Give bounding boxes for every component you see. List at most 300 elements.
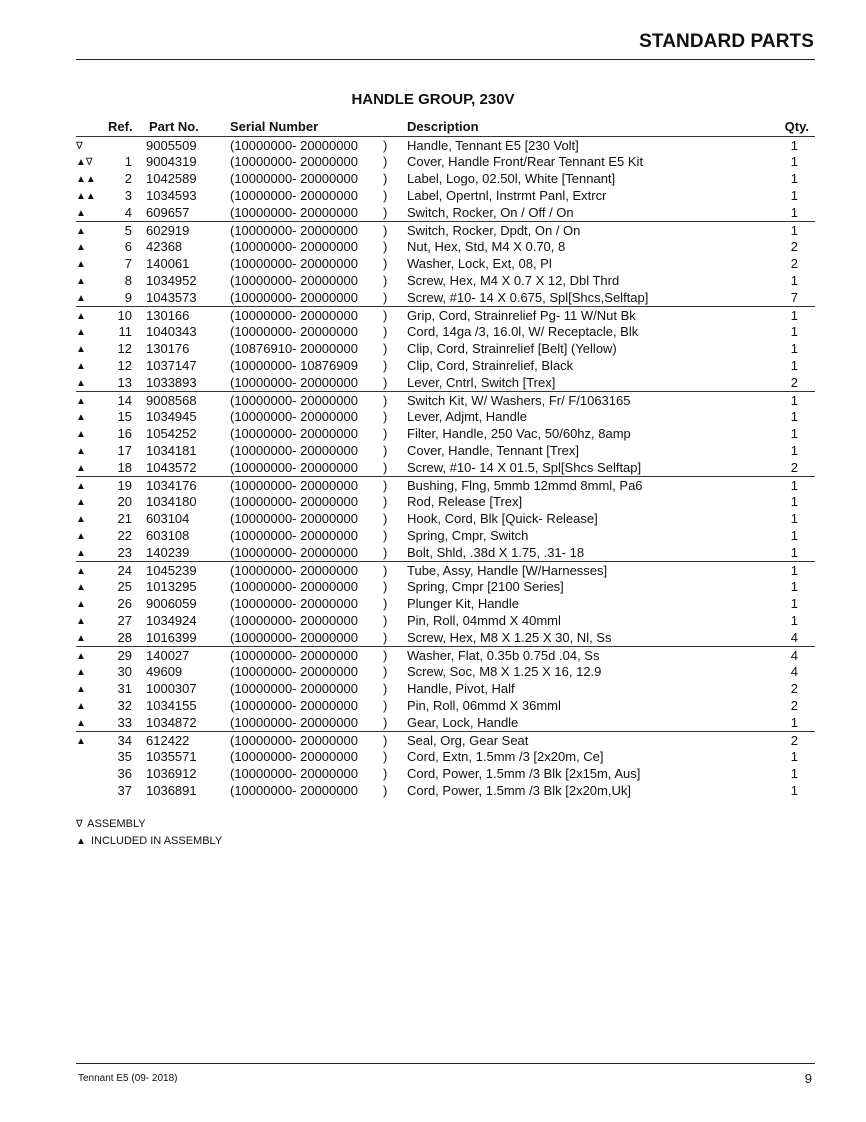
ref-cell: 13 (117, 374, 132, 390)
assembly-symbol-icon: ∇ (76, 819, 83, 830)
column-header-description: Description (407, 119, 479, 134)
ref-cell: 8 (124, 272, 132, 288)
table-row (76, 153, 815, 170)
ref-cell: 21 (117, 510, 132, 526)
description-cell: Switch Kit, W/ Washers, Fr/ F/1063165 (407, 392, 631, 408)
row-symbol-icon: ▲ (76, 396, 86, 407)
serial-close-paren: ) (383, 544, 388, 560)
description-cell: Label, Logo, 02.50l, White [Tennant] (407, 170, 616, 186)
qty-cell: 1 (790, 578, 798, 594)
table-row (76, 612, 815, 629)
description-cell: Clip, Cord, Strainrelief [Belt] (Yellow) (407, 340, 617, 356)
table-row (76, 782, 815, 799)
ref-cell: 15 (117, 408, 132, 424)
row-symbol-icon: ▲ (76, 429, 86, 440)
qty-cell: 1 (790, 782, 798, 798)
serial-number-cell: (10000000- 20000000 (230, 153, 358, 169)
description-cell: Pin, Roll, 04mmd X 40mml (407, 612, 561, 628)
table-row (76, 306, 815, 323)
table-row (76, 425, 815, 442)
serial-close-paren: ) (383, 204, 388, 220)
description-cell: Cord, Extn, 1.5mm /3 [2x20m, Ce] (407, 748, 604, 764)
serial-close-paren: ) (383, 459, 388, 475)
serial-close-paren: ) (383, 137, 388, 153)
qty-cell: 1 (790, 153, 798, 169)
row-symbol-icon: ▲ (76, 276, 86, 287)
table-row (76, 136, 815, 153)
table-row (76, 646, 815, 663)
qty-cell: 1 (790, 442, 798, 458)
row-symbol-icon: ▲ (76, 327, 86, 338)
serial-number-cell: (10000000- 20000000 (230, 612, 358, 628)
row-symbol-icon: ▲ (76, 531, 86, 542)
row-symbol-icon: ▲ (76, 582, 86, 593)
ref-cell: 3 (124, 187, 132, 203)
description-cell: Screw, #10- 14 X 0.675, Spl[Shcs,Selftap] (407, 289, 649, 305)
serial-number-cell: (10000000- 20000000 (230, 477, 358, 493)
serial-number-cell: (10000000- 20000000 (230, 595, 358, 611)
qty-cell: 1 (790, 477, 798, 493)
part-number-cell: 1035571 (146, 748, 197, 764)
description-cell: Label, Opertnl, Instrmt Panl, Extrcr (407, 187, 607, 203)
serial-close-paren: ) (383, 170, 388, 186)
row-symbol-icon: ▲ (76, 378, 86, 389)
row-symbol-icon: ▲ (76, 293, 86, 304)
qty-cell: 2 (790, 238, 798, 254)
qty-cell: 2 (790, 459, 798, 475)
serial-close-paren: ) (383, 782, 388, 798)
description-cell: Switch, Rocker, Dpdt, On / On (407, 222, 581, 238)
part-number-cell: 1034924 (146, 612, 197, 628)
ref-cell: 16 (117, 425, 132, 441)
row-symbol-icon: ▲ (76, 651, 86, 662)
part-number-cell: 612422 (146, 732, 190, 748)
qty-cell: 2 (790, 732, 798, 748)
part-number-cell: 1033893 (146, 374, 197, 390)
legend-assembly (76, 818, 146, 830)
serial-number-cell: (10000000- 20000000 (230, 697, 358, 713)
column-header-serial-number: Serial Number (230, 119, 319, 134)
ref-cell: 12 (117, 357, 132, 373)
ref-cell: 12 (117, 340, 132, 356)
ref-cell: 19 (117, 477, 132, 493)
qty-cell: 1 (790, 222, 798, 238)
qty-cell: 1 (790, 612, 798, 628)
table-row (76, 459, 815, 476)
part-number-cell: 1043573 (146, 289, 197, 305)
ref-cell: 36 (117, 765, 132, 781)
serial-close-paren: ) (383, 493, 388, 509)
row-symbol-icon: ▲ (76, 446, 86, 457)
serial-close-paren: ) (383, 222, 388, 238)
table-row (76, 663, 815, 680)
description-cell: Lever, Cntrl, Switch [Trex] (407, 374, 556, 390)
qty-cell: 4 (790, 629, 798, 645)
table-row (76, 255, 815, 272)
description-cell: Screw, Hex, M8 X 1.25 X 30, Nl, Ss (407, 629, 612, 645)
ref-cell: 37 (117, 782, 132, 798)
table-row (76, 680, 815, 697)
part-number-cell: 130166 (146, 307, 190, 323)
qty-cell: 1 (790, 137, 798, 153)
row-symbol-icon: ▲ (76, 497, 86, 508)
serial-close-paren: ) (383, 595, 388, 611)
serial-number-cell: (10000000- 20000000 (230, 510, 358, 526)
serial-number-cell: (10000000- 20000000 (230, 272, 358, 288)
table-header (76, 119, 815, 137)
row-symbol-icon: ▲ (76, 361, 86, 372)
table-row (76, 221, 815, 238)
qty-cell: 4 (790, 647, 798, 663)
serial-close-paren: ) (383, 612, 388, 628)
ref-cell: 28 (117, 629, 132, 645)
description-cell: Seal, Org, Gear Seat (407, 732, 529, 748)
row-symbol-icon: ▲∇ (76, 157, 93, 168)
qty-cell: 1 (790, 765, 798, 781)
description-cell: Nut, Hex, Std, M4 X 0.70, 8 (407, 238, 566, 254)
part-number-cell: 1054252 (146, 425, 197, 441)
qty-cell: 1 (790, 357, 798, 373)
part-number-cell: 9005509 (146, 137, 197, 153)
qty-cell: 1 (790, 307, 798, 323)
table-row (76, 204, 815, 221)
description-cell: Cover, Handle Front/Rear Tennant E5 Kit (407, 153, 644, 169)
serial-number-cell: (10000000- 20000000 (230, 782, 358, 798)
serial-close-paren: ) (383, 629, 388, 645)
serial-close-paren: ) (383, 307, 388, 323)
row-symbol-icon: ▲ (76, 548, 86, 559)
description-cell: Cord, Power, 1.5mm /3 Blk [2x15m, Aus] (407, 765, 641, 781)
table-row (76, 476, 815, 493)
serial-number-cell: (10000000- 20000000 (230, 307, 358, 323)
qty-cell: 1 (790, 408, 798, 424)
serial-close-paren: ) (383, 748, 388, 764)
description-cell: Handle, Pivot, Half (407, 680, 515, 696)
part-number-cell: 1034872 (146, 714, 197, 730)
serial-close-paren: ) (383, 238, 388, 254)
serial-number-cell: (10000000- 20000000 (230, 647, 358, 663)
part-number-cell: 49609 (146, 663, 183, 679)
table-row (76, 595, 815, 612)
row-symbol-icon: ▲ (76, 701, 86, 712)
qty-cell: 1 (790, 714, 798, 730)
serial-number-cell: (10000000- 20000000 (230, 408, 358, 424)
description-cell: Hook, Cord, Blk [Quick- Release] (407, 510, 598, 526)
part-number-cell: 9004319 (146, 153, 197, 169)
description-cell: Cord, 14ga /3, 16.0l, W/ Receptacle, Blk (407, 323, 639, 339)
qty-cell: 1 (790, 272, 798, 288)
table-row (76, 748, 815, 765)
serial-number-cell: (10876910- 20000000 (230, 340, 358, 356)
ref-cell: 11 (118, 323, 132, 339)
legend-assembly-label: ASSEMBLY (87, 818, 146, 830)
description-cell: Cover, Handle, Tennant [Trex] (407, 442, 579, 458)
serial-close-paren: ) (383, 562, 388, 578)
description-cell: Screw, #10- 14 X 01.5, Spl[Shcs Selftap] (407, 459, 642, 475)
table-row (76, 731, 815, 748)
serial-number-cell: (10000000- 20000000 (230, 578, 358, 594)
serial-close-paren: ) (383, 527, 388, 543)
row-symbol-icon: ▲ (76, 259, 86, 270)
row-symbol-icon: ▲ (76, 242, 86, 253)
serial-number-cell: (10000000- 20000000 (230, 680, 358, 696)
serial-number-cell: (10000000- 20000000 (230, 765, 358, 781)
ref-cell: 29 (117, 647, 132, 663)
serial-number-cell: (10000000- 20000000 (230, 493, 358, 509)
qty-cell: 7 (790, 289, 798, 305)
description-cell: Spring, Cmpr, Switch (407, 527, 529, 543)
qty-cell: 1 (790, 323, 798, 339)
description-cell: Washer, Lock, Ext, 08, Pl (407, 255, 552, 271)
part-number-cell: 1040343 (146, 323, 197, 339)
serial-close-paren: ) (383, 647, 388, 663)
qty-cell: 2 (790, 374, 798, 390)
row-symbol-icon: ▲ (76, 633, 86, 644)
ref-cell: 18 (117, 459, 132, 475)
description-cell: Tube, Assy, Handle [W/Harnesses] (407, 562, 608, 578)
part-number-cell: 140027 (146, 647, 190, 663)
row-symbol-icon: ▲ (76, 208, 86, 219)
table-row (76, 170, 815, 187)
row-symbol-icon: ▲ (76, 311, 86, 322)
part-number-cell: 1016399 (146, 629, 197, 645)
ref-cell: 17 (117, 442, 132, 458)
serial-number-cell: (10000000- 10876909 (230, 357, 358, 373)
table-row (76, 391, 815, 408)
serial-number-cell: (10000000- 20000000 (230, 255, 358, 271)
description-cell: Handle, Tennant E5 [230 Volt] (407, 137, 579, 153)
table-row (76, 442, 815, 459)
ref-cell: 31 (117, 680, 132, 696)
part-number-cell: 603108 (146, 527, 190, 543)
table-row (76, 561, 815, 578)
row-symbol-icon: ▲▲ (76, 191, 96, 202)
serial-number-cell: (10000000- 20000000 (230, 562, 358, 578)
ref-cell: 1 (124, 153, 132, 169)
qty-cell: 1 (790, 187, 798, 203)
description-cell: Switch, Rocker, On / Off / On (407, 204, 574, 220)
part-number-cell: 1034952 (146, 272, 197, 288)
row-symbol-icon: ▲ (76, 736, 86, 747)
description-cell: Grip, Cord, Strainrelief Pg- 11 W/Nut Bk (407, 307, 636, 323)
serial-number-cell: (10000000- 20000000 (230, 238, 358, 254)
part-number-cell: 140239 (146, 544, 190, 560)
table-row (76, 697, 815, 714)
legend-included-label: INCLUDED IN ASSEMBLY (90, 835, 223, 847)
serial-number-cell: (10000000- 20000000 (230, 732, 358, 748)
part-number-cell: 1043572 (146, 459, 197, 475)
table-row (76, 374, 815, 391)
description-cell: Bushing, Flng, 5mmb 12mmd 8mml, Pa6 (407, 477, 643, 493)
row-symbol-icon: ▲ (76, 481, 86, 492)
page-header-title: STANDARD PARTS (639, 31, 814, 52)
description-cell: Washer, Flat, 0.35b 0.75d .04, Ss (407, 647, 600, 663)
qty-cell: 1 (790, 340, 798, 356)
serial-close-paren: ) (383, 425, 388, 441)
part-number-cell: 1034593 (146, 187, 197, 203)
serial-number-cell: (10000000- 20000000 (230, 527, 358, 543)
serial-close-paren: ) (383, 392, 388, 408)
row-symbol-icon: ▲ (76, 684, 86, 695)
serial-number-cell: (10000000- 20000000 (230, 544, 358, 560)
serial-number-cell: (10000000- 20000000 (230, 289, 358, 305)
row-symbol-icon: ▲ (76, 344, 86, 355)
table-row (76, 238, 815, 255)
column-header-part-no: Part No. (149, 119, 199, 134)
row-symbol-icon: ▲ (76, 463, 86, 474)
serial-number-cell: (10000000- 20000000 (230, 392, 358, 408)
ref-cell: 30 (117, 663, 132, 679)
table-row (76, 765, 815, 782)
qty-cell: 1 (790, 595, 798, 611)
serial-number-cell: (10000000- 20000000 (230, 187, 358, 203)
qty-cell: 2 (790, 255, 798, 271)
row-symbol-icon: ▲ (76, 599, 86, 610)
qty-cell: 1 (790, 392, 798, 408)
ref-cell: 7 (124, 255, 132, 271)
qty-cell: 4 (790, 663, 798, 679)
serial-number-cell: (10000000- 20000000 (230, 629, 358, 645)
serial-close-paren: ) (383, 714, 388, 730)
qty-cell: 1 (790, 510, 798, 526)
qty-cell: 1 (790, 562, 798, 578)
serial-close-paren: ) (383, 340, 388, 356)
serial-number-cell: (10000000- 20000000 (230, 137, 358, 153)
part-number-cell: 1034181 (146, 442, 197, 458)
serial-close-paren: ) (383, 255, 388, 271)
column-header-qty: Qty. (784, 119, 809, 134)
serial-close-paren: ) (383, 374, 388, 390)
table-row (76, 510, 815, 527)
serial-number-cell: (10000000- 20000000 (230, 222, 358, 238)
qty-cell: 2 (790, 697, 798, 713)
serial-close-paren: ) (383, 272, 388, 288)
serial-close-paren: ) (383, 289, 388, 305)
ref-cell: 35 (117, 748, 132, 764)
footer-divider (76, 1063, 815, 1064)
part-number-cell: 1000307 (146, 680, 197, 696)
ref-cell: 25 (117, 578, 132, 594)
ref-cell: 5 (124, 222, 132, 238)
qty-cell: 1 (790, 493, 798, 509)
serial-close-paren: ) (383, 732, 388, 748)
part-number-cell: 1034176 (146, 477, 197, 493)
serial-close-paren: ) (383, 697, 388, 713)
ref-cell: 33 (117, 714, 132, 730)
ref-cell: 24 (117, 562, 132, 578)
serial-close-paren: ) (383, 442, 388, 458)
parts-table-body (76, 136, 815, 799)
table-row (76, 578, 815, 595)
ref-cell: 6 (124, 238, 132, 254)
ref-cell: 27 (117, 612, 132, 628)
ref-cell: 26 (117, 595, 132, 611)
part-number-cell: 609657 (146, 204, 190, 220)
table-row (76, 340, 815, 357)
serial-number-cell: (10000000- 20000000 (230, 663, 358, 679)
serial-number-cell: (10000000- 20000000 (230, 323, 358, 339)
part-number-cell: 603104 (146, 510, 190, 526)
table-row (76, 289, 815, 306)
serial-close-paren: ) (383, 357, 388, 373)
part-number-cell: 1013295 (146, 578, 197, 594)
table-row (76, 714, 815, 731)
description-cell: Bolt, Shld, .38d X 1.75, .31- 18 (407, 544, 585, 560)
ref-cell: 10 (117, 307, 132, 323)
ref-cell: 32 (117, 697, 132, 713)
serial-close-paren: ) (383, 187, 388, 203)
description-cell: Screw, Hex, M4 X 0.7 X 12, Dbl Thrd (407, 272, 620, 288)
serial-close-paren: ) (383, 408, 388, 424)
ref-cell: 2 (124, 170, 132, 186)
serial-close-paren: ) (383, 578, 388, 594)
description-cell: Pin, Roll, 06mmd X 36mml (407, 697, 561, 713)
ref-cell: 34 (117, 732, 132, 748)
table-row (76, 187, 815, 204)
table-row (76, 629, 815, 646)
description-cell: Lever, Adjmt, Handle (407, 408, 527, 424)
serial-number-cell: (10000000- 20000000 (230, 714, 358, 730)
serial-close-paren: ) (383, 680, 388, 696)
description-cell: Screw, Soc, M8 X 1.25 X 16, 12.9 (407, 663, 602, 679)
row-symbol-icon: ▲ (76, 412, 86, 423)
legend-included (76, 835, 222, 847)
description-cell: Gear, Lock, Handle (407, 714, 519, 730)
table-row (76, 408, 815, 425)
row-symbol-icon: ▲ (76, 616, 86, 627)
qty-cell: 1 (790, 170, 798, 186)
ref-cell: 9 (124, 289, 132, 305)
part-number-cell: 1036891 (146, 782, 197, 798)
row-symbol-icon: ▲▲ (76, 174, 96, 185)
description-cell: Cord, Power, 1.5mm /3 Blk [2x20m,Uk] (407, 782, 631, 798)
serial-close-paren: ) (383, 153, 388, 169)
qty-cell: 1 (790, 748, 798, 764)
description-cell: Filter, Handle, 250 Vac, 50/60hz, 8amp (407, 425, 631, 441)
row-symbol-icon: ▲ (76, 667, 86, 678)
qty-cell: 1 (790, 425, 798, 441)
row-symbol-icon: ▲ (76, 566, 86, 577)
page-number: 9 (804, 1071, 812, 1086)
ref-cell: 20 (117, 493, 132, 509)
ref-cell: 4 (124, 204, 132, 220)
description-cell: Spring, Cmpr [2100 Series] (407, 578, 564, 594)
part-number-cell: 602919 (146, 222, 190, 238)
serial-close-paren: ) (383, 510, 388, 526)
description-cell: Clip, Cord, Strainrelief, Black (407, 357, 574, 373)
serial-number-cell: (10000000- 20000000 (230, 442, 358, 458)
qty-cell: 1 (790, 544, 798, 560)
part-number-cell: 42368 (146, 238, 183, 254)
qty-cell: 1 (790, 527, 798, 543)
serial-close-paren: ) (383, 663, 388, 679)
qty-cell: 1 (790, 204, 798, 220)
part-number-cell: 9006059 (146, 595, 197, 611)
part-number-cell: 1034945 (146, 408, 197, 424)
table-row (76, 357, 815, 374)
serial-number-cell: (10000000- 20000000 (230, 425, 358, 441)
part-number-cell: 1042589 (146, 170, 197, 186)
row-symbol-icon: ▲ (76, 226, 86, 237)
table-row (76, 544, 815, 561)
serial-number-cell: (10000000- 20000000 (230, 374, 358, 390)
section-title: HANDLE GROUP, 230V (351, 91, 515, 108)
part-number-cell: 1034155 (146, 697, 197, 713)
row-symbol-icon: ▲ (76, 718, 86, 729)
included-symbol-icon: ▲ (76, 836, 86, 847)
part-number-cell: 9008568 (146, 392, 197, 408)
row-symbol-icon: ▲ (76, 514, 86, 525)
